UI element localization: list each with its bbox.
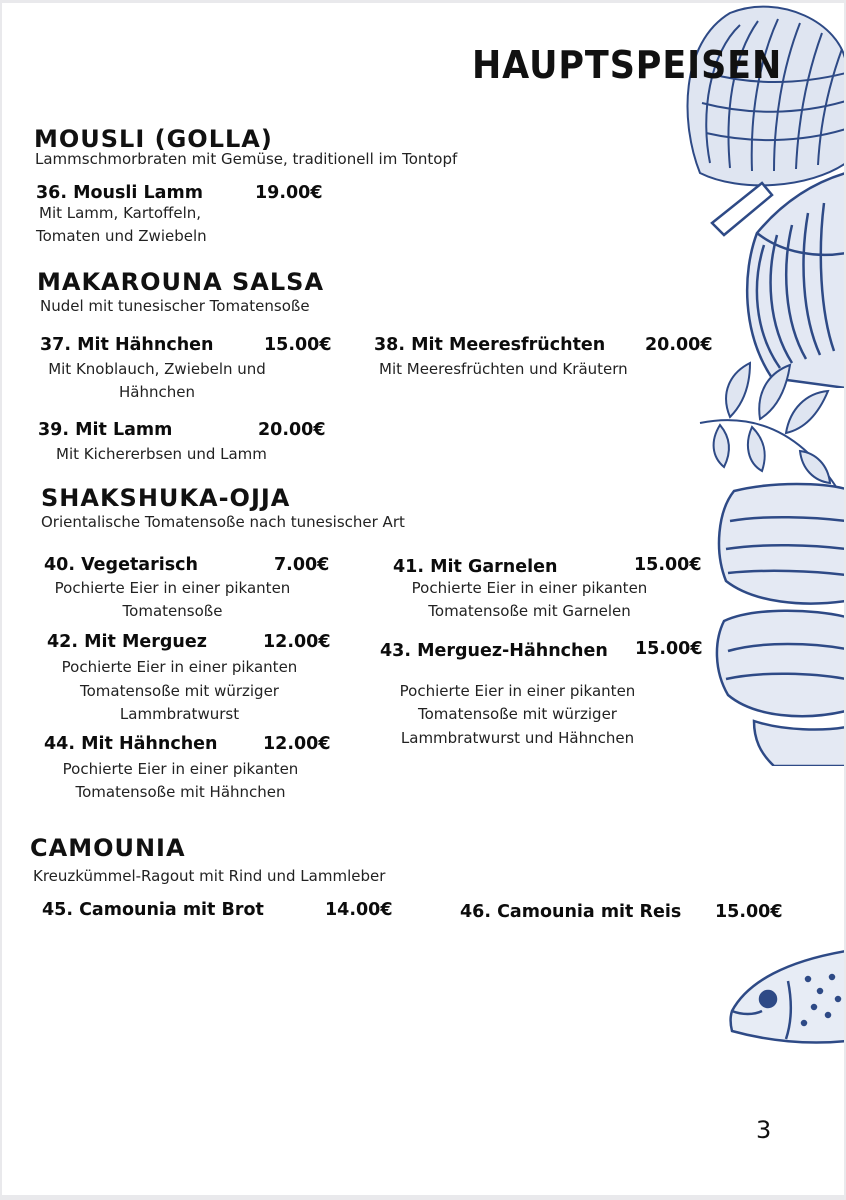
menu-item-desc: Pochierte Eier in einer pikanten — [411, 579, 648, 597]
menu-item-name: 39. Mit Lamm — [38, 420, 173, 440]
menu-item-price: 12.00€ — [263, 734, 331, 754]
menu-item-desc: Tomatensoße mit würziger — [80, 682, 279, 700]
menu-item-name: 43. Merguez-Hähnchen — [380, 641, 608, 661]
menu-item-desc: Mit Kichererbsen und Lamm — [56, 445, 267, 463]
menu-item-desc: Mit Knoblauch, Zwiebeln und — [48, 360, 266, 378]
menu-item-desc: Hähnchen — [119, 383, 195, 401]
menu-item-desc: Pochierte Eier in einer pikanten — [399, 682, 636, 700]
menu-item-name: 37. Mit Hähnchen — [40, 335, 214, 355]
menu-item-desc: Tomatensoße mit Hähnchen — [75, 783, 286, 801]
menu-item-price: 15.00€ — [635, 639, 703, 659]
menu-item-price: 15.00€ — [264, 335, 332, 355]
section-title-mousli: MOUSLI (GOLLA) — [34, 125, 273, 153]
menu-page — [2, 3, 844, 1195]
menu-item-name: 41. Mit Garnelen — [393, 557, 558, 577]
menu-item-desc: Tomatensoße mit Garnelen — [428, 602, 631, 620]
menu-item-desc: Tomatensoße — [122, 602, 223, 620]
menu-item-name: 45. Camounia mit Brot — [42, 900, 264, 920]
menu-item-desc: Pochierte Eier in einer pikanten — [61, 658, 298, 676]
section-title-makarouna: MAKAROUNA SALSA — [37, 268, 325, 296]
menu-item-price: 15.00€ — [634, 555, 702, 575]
menu-item-name: 36. Mousli Lamm — [36, 183, 203, 203]
menu-item-desc: Lammbratwurst — [119, 705, 240, 723]
menu-item-desc: Tomatensoße mit würziger — [418, 705, 617, 723]
menu-item-desc: Mit Lamm, Kartoffeln, — [39, 204, 202, 222]
menu-item-name: 44. Mit Hähnchen — [44, 734, 218, 754]
menu-item-price: 20.00€ — [258, 420, 326, 440]
menu-item-desc: Tomaten und Zwiebeln — [36, 227, 207, 245]
bread-loaf-icon — [714, 481, 844, 766]
section-subtitle-shakshuka: Orientalische Tomatensoße nach tunesischer Art — [41, 513, 405, 531]
section-subtitle-camounia: Kreuzkümmel-Ragout mit Rind und Lammleber — [33, 867, 386, 885]
menu-item-name: 40. Vegetarisch — [44, 555, 198, 575]
menu-item-name: 38. Mit Meeresfrüchten — [374, 335, 606, 355]
page-title: HAUPTSPEISEN — [472, 43, 783, 87]
menu-item-name: 46. Camounia mit Reis — [460, 902, 682, 922]
menu-item-price: 7.00€ — [274, 555, 330, 575]
section-subtitle-mousli: Lammschmorbraten mit Gemüse, traditionell im Tontopf — [35, 150, 458, 168]
menu-item-desc: Pochierte Eier in einer pikanten — [62, 760, 299, 778]
menu-item-desc: Pochierte Eier in einer pikanten — [54, 579, 291, 597]
section-title-shakshuka: SHAKSHUKA-OJJA — [41, 484, 291, 512]
section-subtitle-makarouna: Nudel mit tunesischer Tomatensoße — [40, 297, 310, 315]
page-number: 3 — [756, 1116, 772, 1144]
menu-item-price: 15.00€ — [715, 902, 783, 922]
menu-item-desc: Mit Meeresfrüchten und Kräutern — [379, 360, 628, 378]
menu-item-desc: Lammbratwurst und Hähnchen — [400, 729, 635, 747]
menu-item-price: 14.00€ — [325, 900, 393, 920]
fish-icon — [728, 941, 844, 1051]
menu-item-price: 12.00€ — [263, 632, 331, 652]
section-title-camounia: CAMOUNIA — [30, 834, 186, 862]
menu-item-name: 42. Mit Merguez — [47, 632, 207, 652]
menu-item-price: 20.00€ — [645, 335, 713, 355]
menu-item-price: 19.00€ — [255, 183, 323, 203]
